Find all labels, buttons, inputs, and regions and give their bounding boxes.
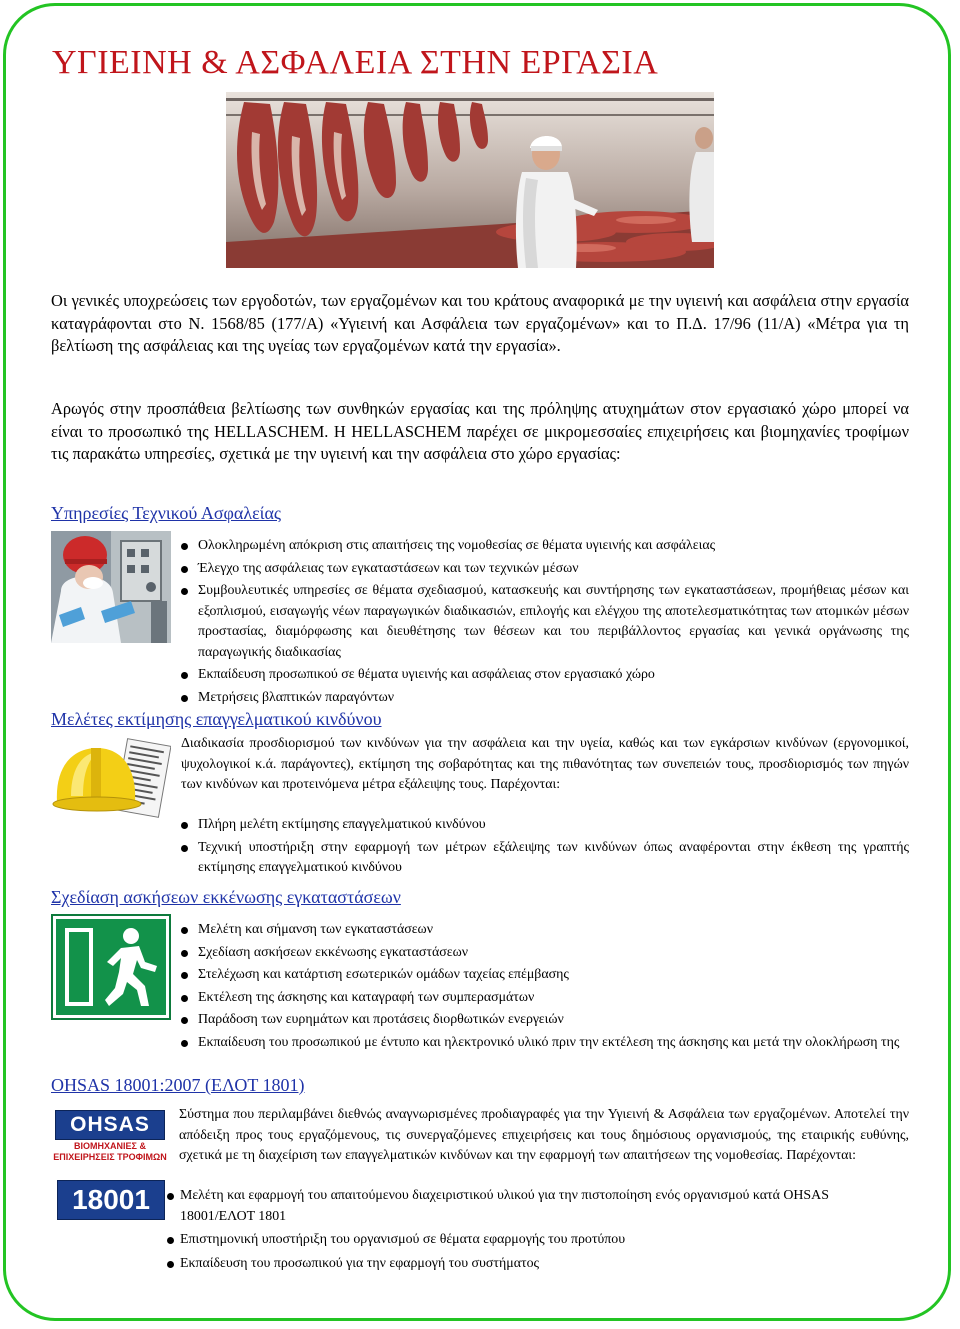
worker-photo (51, 531, 171, 643)
ohsas-description: Σύστημα που περιλαμβάνει διεθνώς αναγνωρισμένες προδιαγραφές για την Υγιεινή & Ασφάλεια των εργαζομένων. Αποτελεί την απόδειξη προς τους εργαζόμενους, τις συνεργαζόμενες επιχειρήσεις και τους δημόσιους οργανισμούς, της εταιρικής ευθύνης, σχετικά με τη διαχείριση των επαγγελματικών κινδύνων και την εφαρμογή των απαιτήσεων της νομοθεσίας. Παρέχονται: (179, 1107, 909, 1163)
section-title-safety-services[interactable]: Υπηρεσίες Τεχνικού Ασφαλείας (51, 503, 282, 523)
list-item: Στελέχωση και κατάρτιση εσωτερικών ομάδων ταχείας επέμβασης (181, 965, 909, 986)
section-title-ohsas[interactable]: OHSAS 18001:2007 (ΕΛΟΤ 1801) (51, 1075, 305, 1095)
list-item: Τεχνική υποστήριξη στην εφαρμογή των μέτρων εξάλειψης των κινδύνων όπως αναφέρονται στην έκθεση της γραπτής εκτίμησης επαγγελματικού κινδύνου (181, 838, 909, 879)
list-item: Μελέτη και εφαρμογή του απαιτούμενου διαχειριστικού υλικού για την πιστοποίηση ενός οργανισμού κατά OHSAS 18001/ΕΛΟΤ 1801 (167, 1186, 909, 1227)
intro-paragraph-2: Αρωγός στην προσπάθεια βελτίωσης των συνθηκών εργασίας και της πρόληψης ατυχημάτων στον εργασιακό χώρο μπορεί να είναι το προσωπικό της HELLASCHEM. Η HELLASCHEM παρέχει σε μικρομεσσαίες επιχειρήσεις και βιομηχανίες τροφίμων τις παρακάτω υπηρεσίες, σχετικά με την υγιεινή και την ασφάλεια στο χώρο εργασίας: (51, 399, 909, 463)
safety-services-list (181, 536, 909, 710)
list-item: Εκπαίδευση του προσωπικού με έντυπο και ηλεκτρονικό υλικό πριν την εκτέλεση της άσκησης και μετά την ολοκλήρωση της (181, 1033, 909, 1054)
list-item: Μετρήσεις βλαπτικών παραγόντων (181, 688, 909, 709)
risk-assessment-description: Διαδικασία προσδιορισμού των κινδύνων για την ασφάλεια και την υγεία, καθώς και των εγκάρσιων κινδύνων (εργονομικοί, ψυχολογικοί κ.ά. παράγοντες), εκτίμηση της σοβαρότητας και της πιθανότητας των συνεπειών τους, προσδιορισμός των πηγών των κινδύνων και προτεινόμενα μέτρα εξάλειψης τους. Παρέχονται: (181, 736, 909, 792)
page-title: ΥΓΙΕΙΝΗ & ΑΣΦΑΛΕΙΑ ΣΤΗΝ ΕΡΓΑΣΙΑ (52, 44, 659, 81)
list-item: Ολοκληρωμένη απόκριση στις απαιτήσεις της νομοθεσίας σε θέματα υγιεινής και ασφάλειας (181, 536, 909, 557)
list-item: Εκπαίδευση του προσωπικού για την εφαρμογή του συστήματος (167, 1254, 909, 1275)
ohsas-logo-subtitle: ΒΙΟΜΗΧΑΝΙΕΣ & ΕΠΙΧΕΙΡΗΣΕΙΣ ΤΡΟΦΙΜΩΝ (53, 1141, 167, 1162)
exit-sign-icon (51, 914, 171, 1020)
section-title-risk-assessment[interactable]: Μελέτες εκτίμησης επαγγελματικού κινδύνου (51, 709, 382, 729)
ohsas-logo-title: OHSAS (55, 1110, 165, 1140)
list-item: Συμβουλευτικές υπηρεσίες σε θέματα σχεδιασμού, κατασκευής και συντήρησης των εγκαταστάσεων, προμήθειας μέσων και εξοπλισμού, εισαγωγής νέων παραγωγικών διαδικασιών, επιλογής και ελέγχου της αποτελεσματικότητας των ατομικών μέσων προστασίας, διαμόρφωσης και διευθέτησης των θέσεων και του περιβάλλοντος εργασίας και γενικά οργάνωσης της παραγωγικής διαδικασίας (181, 581, 909, 663)
list-item: Παράδοση των ευρημάτων και προτάσεις διορθωτικών ενεργειών (181, 1010, 909, 1031)
list-item: Σχεδίαση ασκήσεων εκκένωσης εγκαταστάσεων (181, 943, 909, 964)
ohsas-list (167, 1186, 909, 1277)
list-item: Μελέτη και σήμανση των εγκαταστάσεων (181, 920, 909, 941)
helmet-photo (51, 736, 171, 820)
section-title-evacuation-drills[interactable]: Σχεδίαση ασκήσεων εκκένωσης εγκαταστάσεων (51, 887, 401, 907)
list-item: Εκπαίδευση προσωπικού σε θέματα υγιεινής και ασφάλειας στον εργασιακό χώρο (181, 665, 909, 686)
evacuation-drills-list (181, 920, 909, 1055)
meat-processing-photo (226, 92, 714, 268)
ohsas-logo (51, 1108, 169, 1220)
list-item: Εκτέλεση της άσκησης και καταγραφή των συμπερασμάτων (181, 988, 909, 1009)
list-item: Πλήρη μελέτη εκτίμησης επαγγελματικού κινδύνου (181, 815, 909, 836)
risk-assessment-list (181, 815, 909, 881)
intro-paragraph-1: Οι γενικές υποχρεώσεις των εργοδοτών, των εργαζομένων και του κράτους αναφορικά με την υγιεινή και ασφάλεια στην εργασία καταγράφονται στο Ν. 1568/85 (177/Α) «Υγιεινή και Ασφάλεια των εργαζομένων» και το Π.Δ. 17/96 (11/Α) «Μέτρα για τη βελτίωση της ασφάλειας και της υγείας των εργαζομένων κατά την εργασία». (51, 291, 909, 355)
list-item: Έλεγχο της ασφάλειας των εγκαταστάσεων και των τεχνικών μέσων (181, 559, 909, 580)
ohsas-logo-number: 18001 (57, 1180, 165, 1220)
list-item: Επιστημονική υποστήριξη του οργανισμού σε θέματα εφαρμογής του προτύπου (167, 1230, 909, 1251)
